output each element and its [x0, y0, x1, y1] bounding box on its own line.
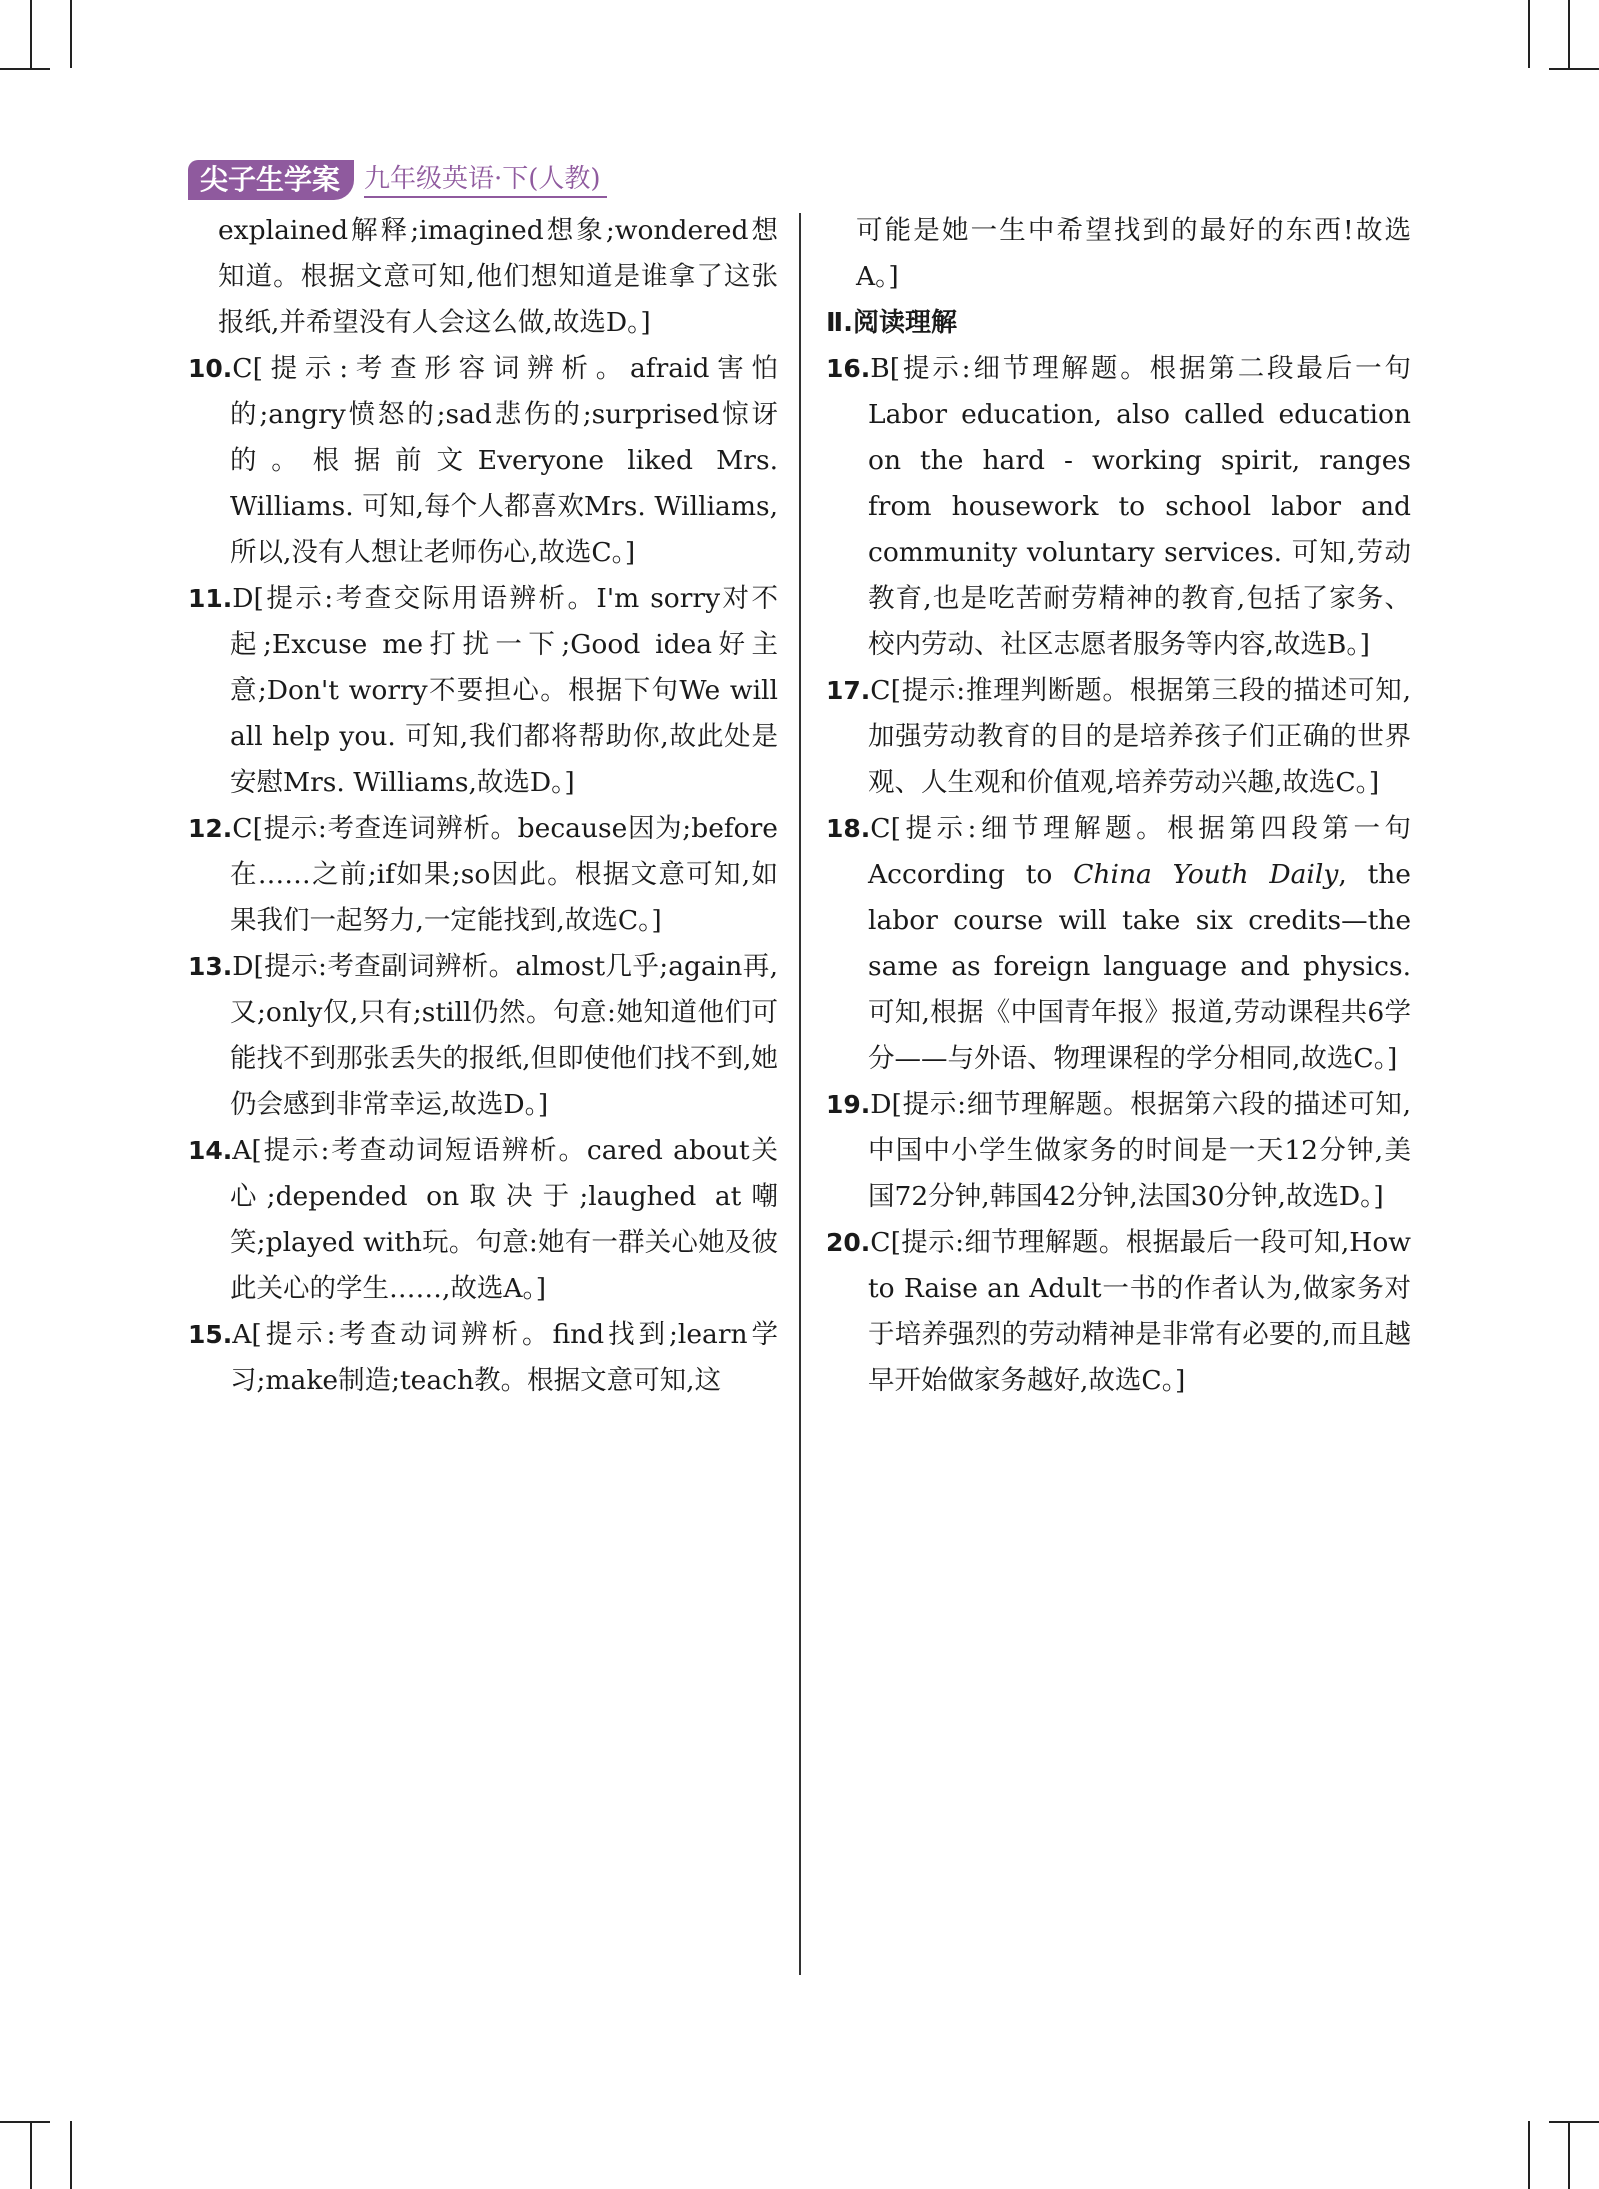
page-header — [188, 160, 607, 200]
crop-mark — [1528, 0, 1530, 68]
book-subtitle: 九年级英语·下(人教) — [364, 162, 607, 198]
crop-mark — [1568, 0, 1570, 68]
crop-mark — [1528, 2121, 1530, 2189]
crop-mark — [30, 2121, 32, 2189]
answer-item-15: 15.A[提示:考查动词辨析。find找到;learn学习;make制造;teach教。根据文意可知,这 — [188, 1319, 778, 1396]
column-divider — [799, 213, 801, 1975]
answer-item-11: 11.D[提示:考查交际用语辨析。I'm sorry对不起;Excuse me打扰一下;Good idea好主意;Don't worry不要担心。根据下句We will all help you. 可知,我们都将帮助你,故此处是安慰Mrs. Williams,故选D。] — [188, 583, 778, 798]
answer-item-18: 18.C[提示:细节理解题。根据第四段第一句According to China Youth Daily, the labor course will take six credits—the same as foreign language and physics. 可知,根据《中国青年报》报道,劳动课程共6学分——与外语、物理课程的学分相同,故选C。] — [826, 813, 1411, 1074]
answer-item-13: 13.D[提示:考查副词辨析。almost几乎;again再,又;only仅,只有;still仍然。句意:她知道他们可能找不到那张丢失的报纸,但即使他们找不到,她仍会感到非常幸运,故选D。] — [188, 951, 778, 1120]
answer-item-14: 14.A[提示:考查动词短语辨析。cared about关心;depended on取决于;laughed at嘲笑;played with玩。句意:她有一群关心她及彼此关心的学生……,故选A。] — [188, 1135, 778, 1304]
answer-item-12: 12.C[提示:考查连词辨析。because因为;before在……之前;if如果;so因此。根据文意可知,如果我们一起努力,一定能找到,故选C。] — [188, 813, 778, 936]
continuation-text: explained解释;imagined想象;wondered想知道。根据文意可知,他们想知道是谁拿了这张报纸,并希望没有人会这么做,故选D。] — [218, 215, 778, 338]
crop-mark — [1568, 2121, 1570, 2189]
brand-label: 尖子生学案 — [188, 160, 354, 200]
crop-mark — [70, 2121, 72, 2189]
crop-mark — [1549, 68, 1599, 70]
crop-mark — [0, 68, 50, 70]
answer-item-20: 20.C[提示:细节理解题。根据最后一段可知,How to Raise an Adult一书的作者认为,做家务对于培养强烈的劳动精神是非常有必要的,而且越早开始做家务越好,故选C。] — [826, 1227, 1411, 1396]
right-column — [826, 208, 1411, 1404]
answer-item-17: 17.C[提示:推理判断题。根据第三段的描述可知,加强劳动教育的目的是培养孩子们正确的世界观、人生观和价值观,培养劳动兴趣,故选C。] — [826, 675, 1411, 798]
continuation-text: 可能是她一生中希望找到的最好的东西!故选A。] — [856, 215, 1411, 292]
answer-item-16: 16.B[提示:细节理解题。根据第二段最后一句Labor education, also called education on the hard - working spirit, ranges from housework to school labor and community voluntary services. 可知,劳动教育,也是吃苦耐劳精神的教育,包括了家务、校内劳动、社区志愿者服务等内容,故选B。] — [826, 353, 1411, 660]
crop-mark — [1549, 2121, 1599, 2123]
crop-mark — [30, 0, 32, 68]
crop-mark — [70, 0, 72, 68]
section-heading: Ⅱ.阅读理解 — [826, 308, 958, 338]
crop-mark — [0, 2121, 50, 2123]
answer-item-10: 10.C[提示:考查形容词辨析。afraid害怕的;angry愤怒的;sad悲伤的;surprised惊讶的。根据前文Everyone liked Mrs. Williams. 可知,每个人都喜欢Mrs. Williams,所以,没有人想让老师伤心,故选C。] — [188, 353, 778, 568]
answer-item-19: 19.D[提示:细节理解题。根据第六段的描述可知,中国中小学生做家务的时间是一天12分钟,美国72分钟,韩国42分钟,法国30分钟,故选D。] — [826, 1089, 1411, 1212]
left-column — [188, 208, 778, 1404]
